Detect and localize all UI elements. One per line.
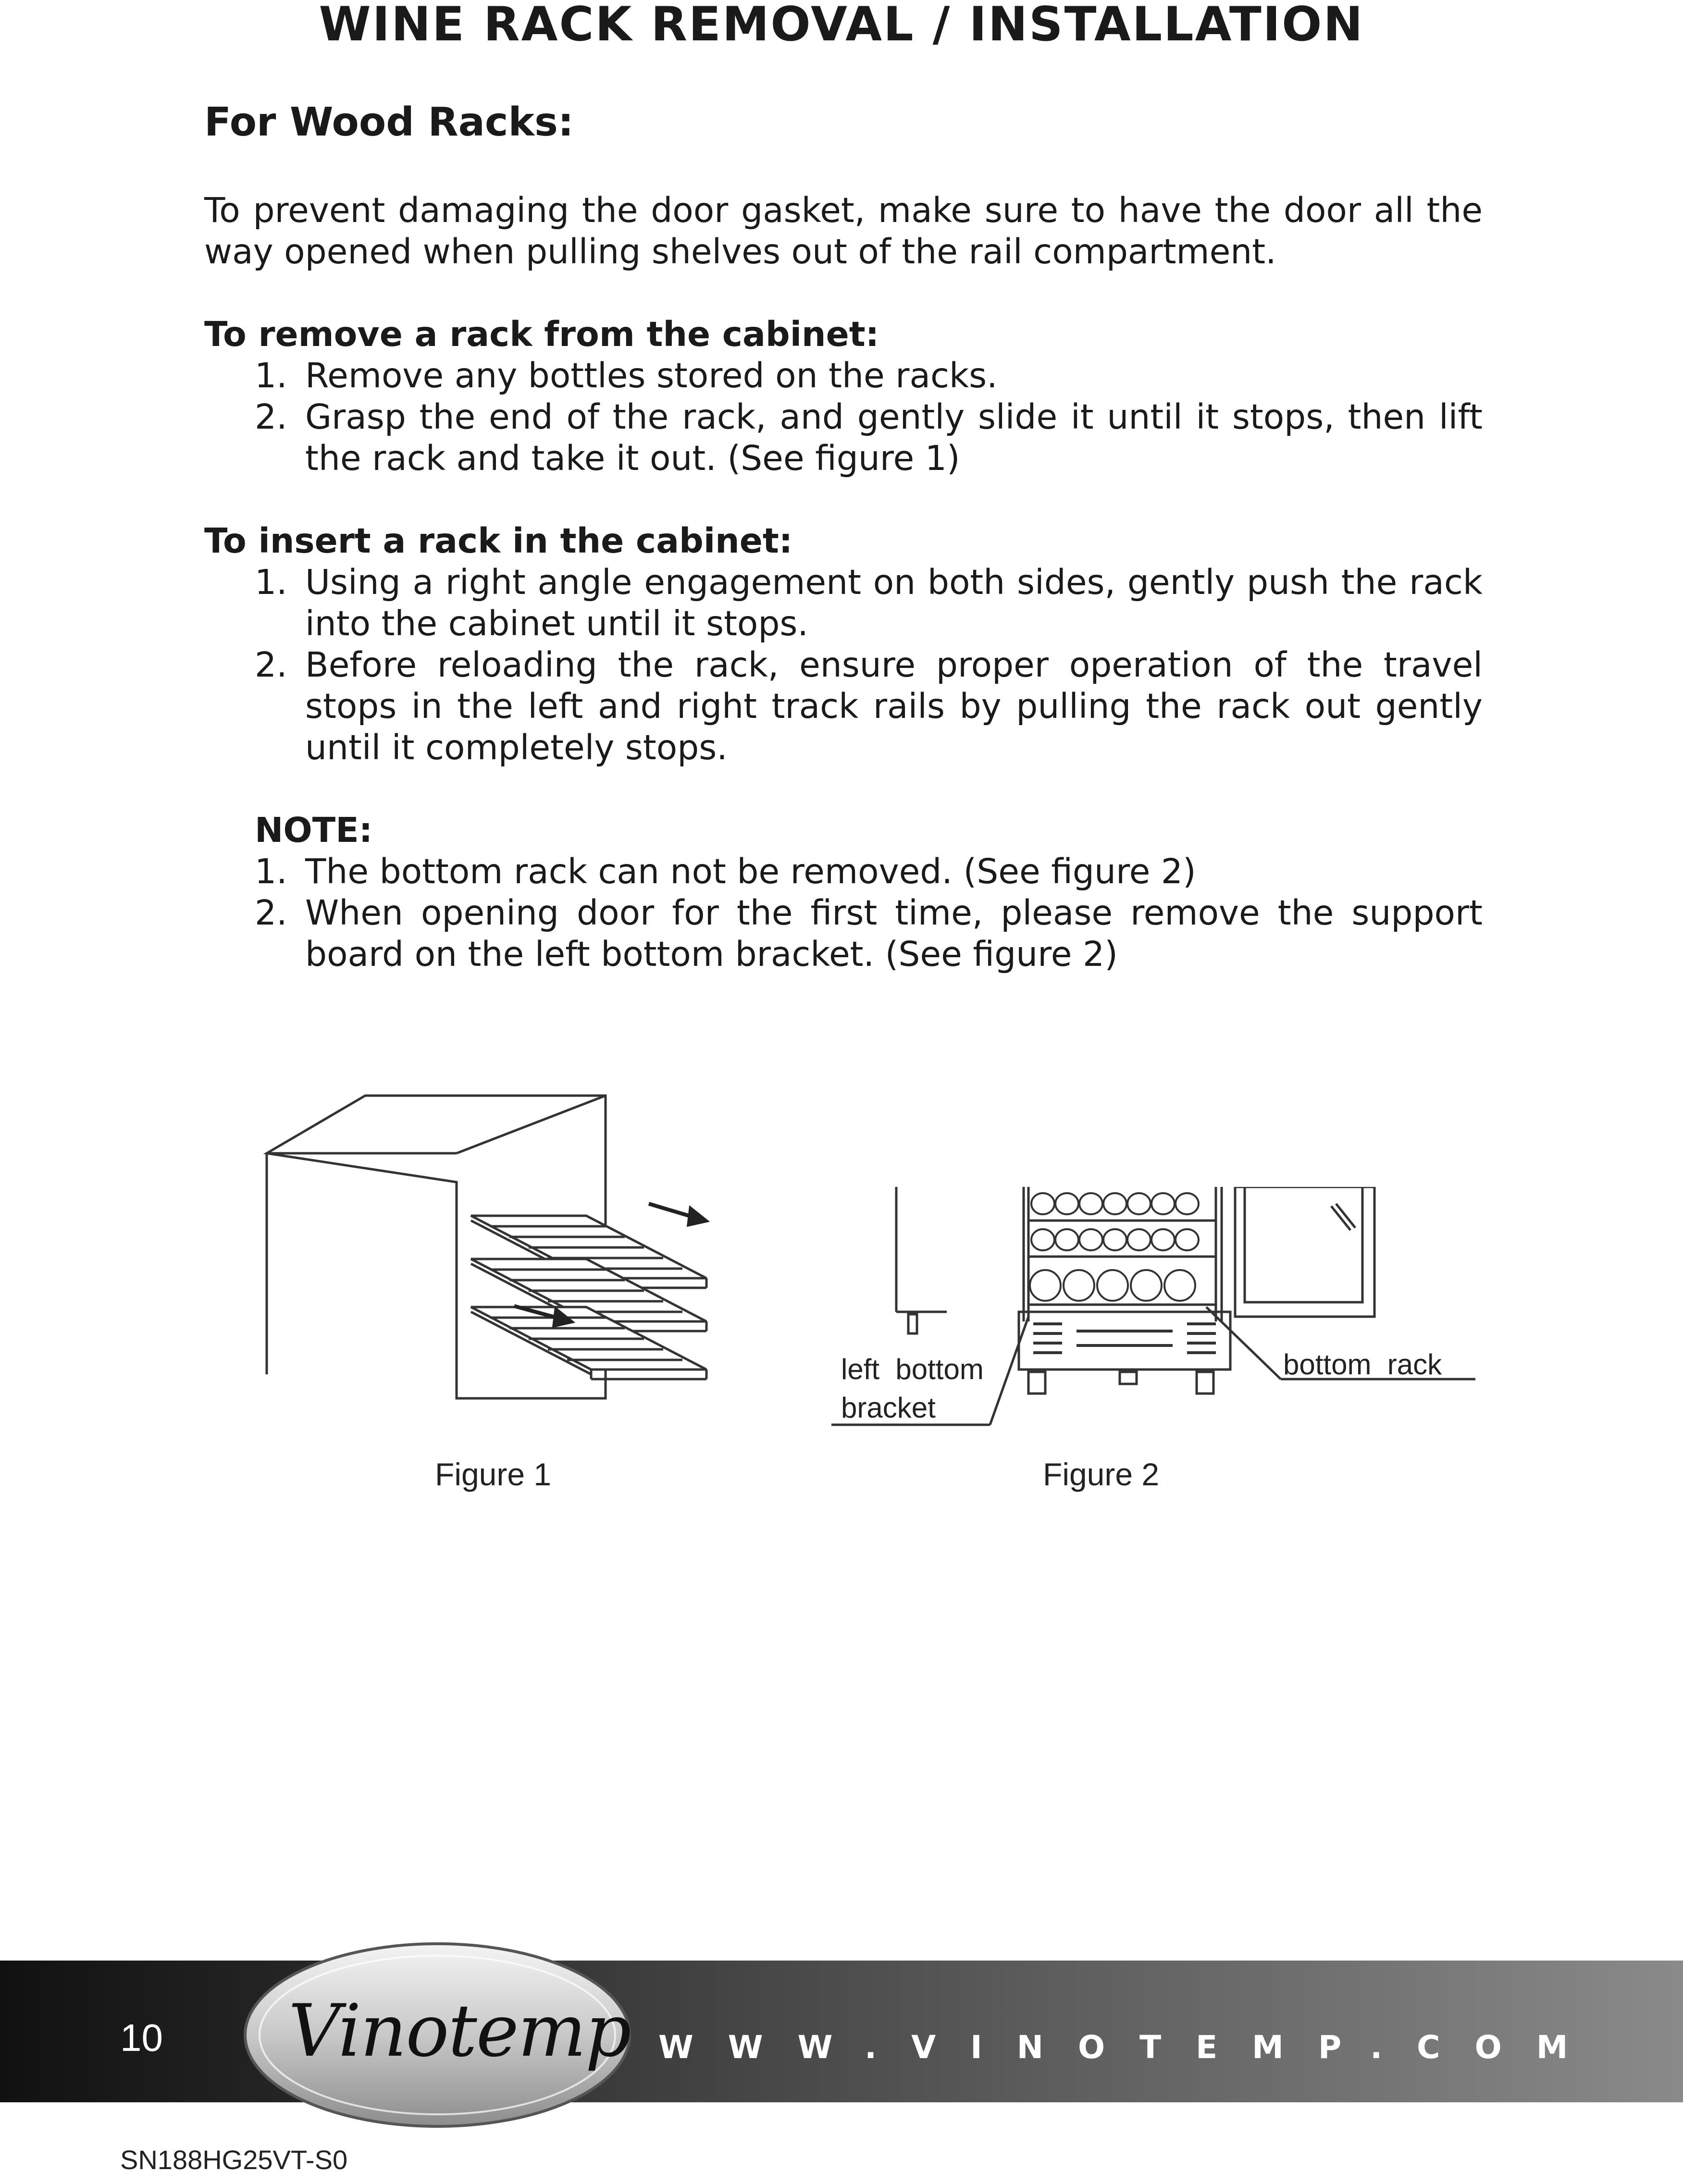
intro-paragraph: To prevent damaging the door gasket, make sure to have the door all the way opened when pulling shelves out of the rail compartment. <box>204 190 1483 271</box>
label-left-bottom-bracket: left bottom bracket <box>841 1353 984 1424</box>
step-text: Grasp the end of the rack, and gently slide it until it stops, then lift the rack and take it out. (See figure 1) <box>305 397 1483 478</box>
note-heading: NOTE: <box>255 810 373 850</box>
document-code: SN188HG25VT-S0 <box>120 2145 348 2175</box>
figure-2-caption: Figure 2 <box>1043 1456 1160 1492</box>
step-number: 1. <box>255 851 287 891</box>
list-item <box>204 562 1483 644</box>
remove-heading: To remove a rack from the cabinet: <box>204 314 879 354</box>
main-content <box>204 96 1483 1016</box>
page-title: WINE RACK REMOVAL / INSTALLATION <box>319 0 1364 52</box>
remove-steps <box>204 355 1483 479</box>
section-title: For Wood Racks: <box>204 99 574 145</box>
note-steps <box>204 851 1483 975</box>
step-text: When opening door for the first time, please remove the support board on the left bottom bracket. (See figure 2) <box>305 893 1483 974</box>
list-item <box>204 644 1483 768</box>
step-number: 1. <box>255 562 287 602</box>
step-text: Using a right angle engagement on both sides, gently push the rack into the cabinet until it stops. <box>305 562 1483 643</box>
step-text: Remove any bottles stored on the racks. <box>305 356 998 395</box>
step-number: 2. <box>255 645 287 685</box>
insert-heading: To insert a rack in the cabinet: <box>204 521 793 561</box>
page-number: 10 <box>120 2016 163 2059</box>
step-text: Before reloading the rack, ensure proper operation of the travel stops in the left and right track rails by pulling the rack out gently until it completely stops. <box>305 645 1483 767</box>
figure-1-caption: Figure 1 <box>435 1456 552 1492</box>
website-url[interactable]: WWW.VINOTEMP.COM <box>658 2029 1603 2066</box>
step-number: 1. <box>255 356 287 395</box>
list-item <box>204 851 1483 892</box>
list-item <box>204 355 1483 396</box>
step-number: 2. <box>255 893 287 933</box>
list-item <box>204 396 1483 479</box>
list-item <box>204 892 1483 975</box>
step-text: The bottom rack can not be removed. (See figure 2) <box>305 851 1196 891</box>
label-bottom-rack: bottom rack <box>1283 1348 1442 1381</box>
logo-text: Vinotemp <box>288 1989 631 2073</box>
step-number: 2. <box>255 397 287 437</box>
insert-steps <box>204 562 1483 768</box>
figure-1-illustration <box>260 1091 730 1437</box>
